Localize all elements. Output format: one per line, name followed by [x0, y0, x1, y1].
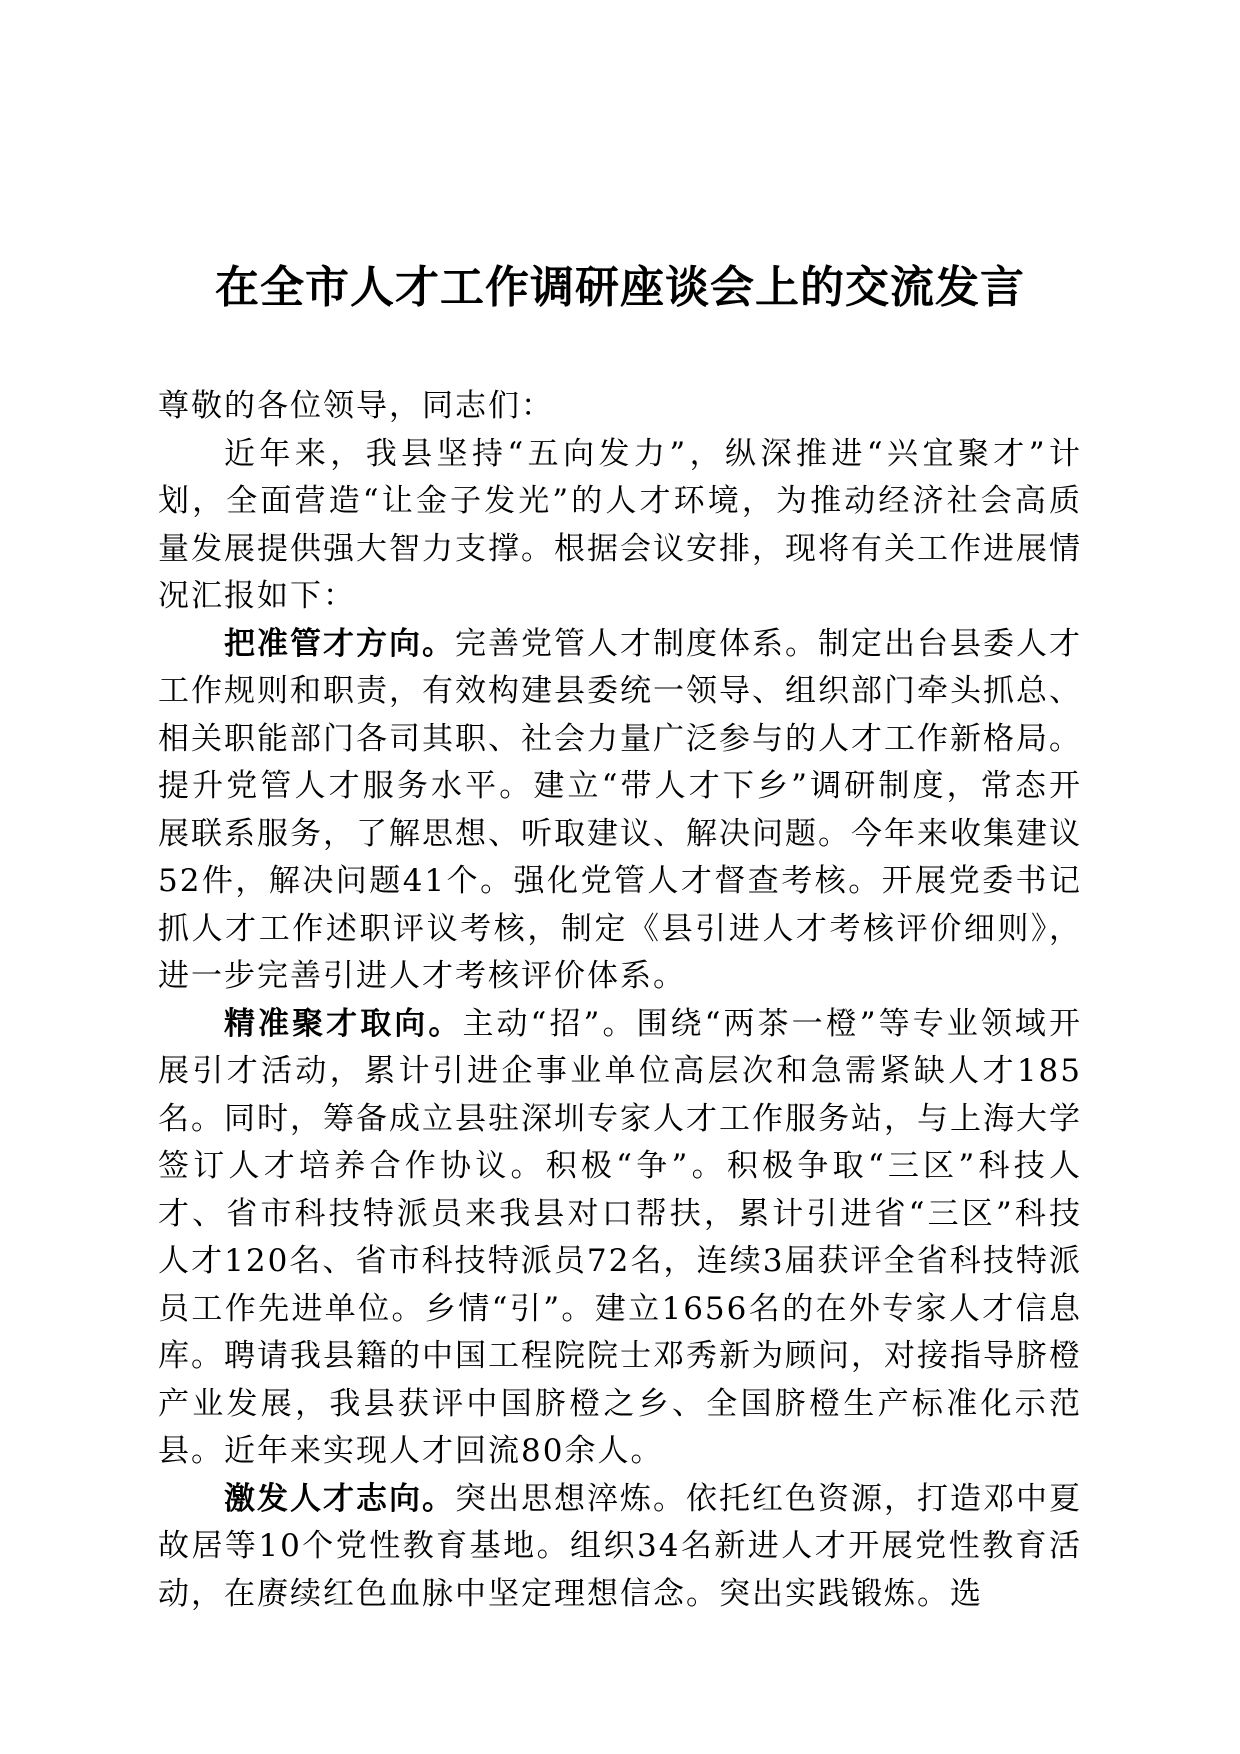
page-title: 在全市人才工作调研座谈会上的交流发言	[215, 262, 1025, 313]
intro-paragraph: 近年来，我县坚持“五向发力”，纵深推进“兴宜聚才”计划，全面营造“让金子发光”的人才环境，为推动经济社会高质量发展提供强大智力支撑。根据会议安排，现将有关工作进展情况汇报如下：	[158, 435, 1082, 614]
section-text-3: 突出思想淬炼。依托红色资源，打造邓中夏故居等10个党性教育基地。组织34名新进人才开展党性教育活动，在赓续红色血脉中坚定理想信念。突出实践锻炼。选	[158, 1480, 1082, 1612]
section-text-1: 完善党管人才制度体系。制定出台县委人才工作规则和职责，有效构建县委统一领导、组织部门牵头抓总、相关职能部门各司其职、社会力量广泛参与的人才工作新格局。提升党管人才服务水平。建立“带人才下乡”调研制度，常态开展联系服务，了解思想、听取建议、解决问题。今年来收集建议52件，解决问题41个。强化党管人才督查考核。开展党委书记抓人才工作述职评议考核，制定《县引进人才考核评价细则》，进一步完善引进人才考核评价体系。	[158, 625, 1082, 994]
section-heading-3: 激发人才志向。	[224, 1480, 455, 1517]
section-text-2: 主动“招”。围绕“两茶一橙”等专业领域开展引才活动，累计引进企事业单位高层次和急需紧缺人才185名。同时，筹备成立县驻深圳专家人才工作服务站，与上海大学签订人才培养合作协议。积极“争”。积极争取“三区”科技人才、省市科技特派员来我县对口帮扶，累计引进省“三区”科技人才120名、省市科技特派员72名，连续3届获评全省科技特派员工作先进单位。乡情“引”。建立1656名的在外专家人才信息库。聘请我县籍的中国工程院院士邓秀新为顾问，对接指导脐橙产业发展，我县获评中国脐橙之乡、全国脐橙生产标准化示范县。近年来实现人才回流80余人。	[158, 1005, 1082, 1469]
document-body	[158, 383, 1082, 1618]
section-heading-2: 精准聚才取向。	[224, 1005, 463, 1042]
section-paragraph-3	[158, 1476, 1082, 1619]
section-heading-1: 把准管才方向。	[224, 625, 455, 662]
section-paragraph-2	[158, 1001, 1082, 1476]
section-paragraph-1	[158, 621, 1082, 1001]
salutation: 尊敬的各位领导，同志们：	[158, 388, 554, 424]
